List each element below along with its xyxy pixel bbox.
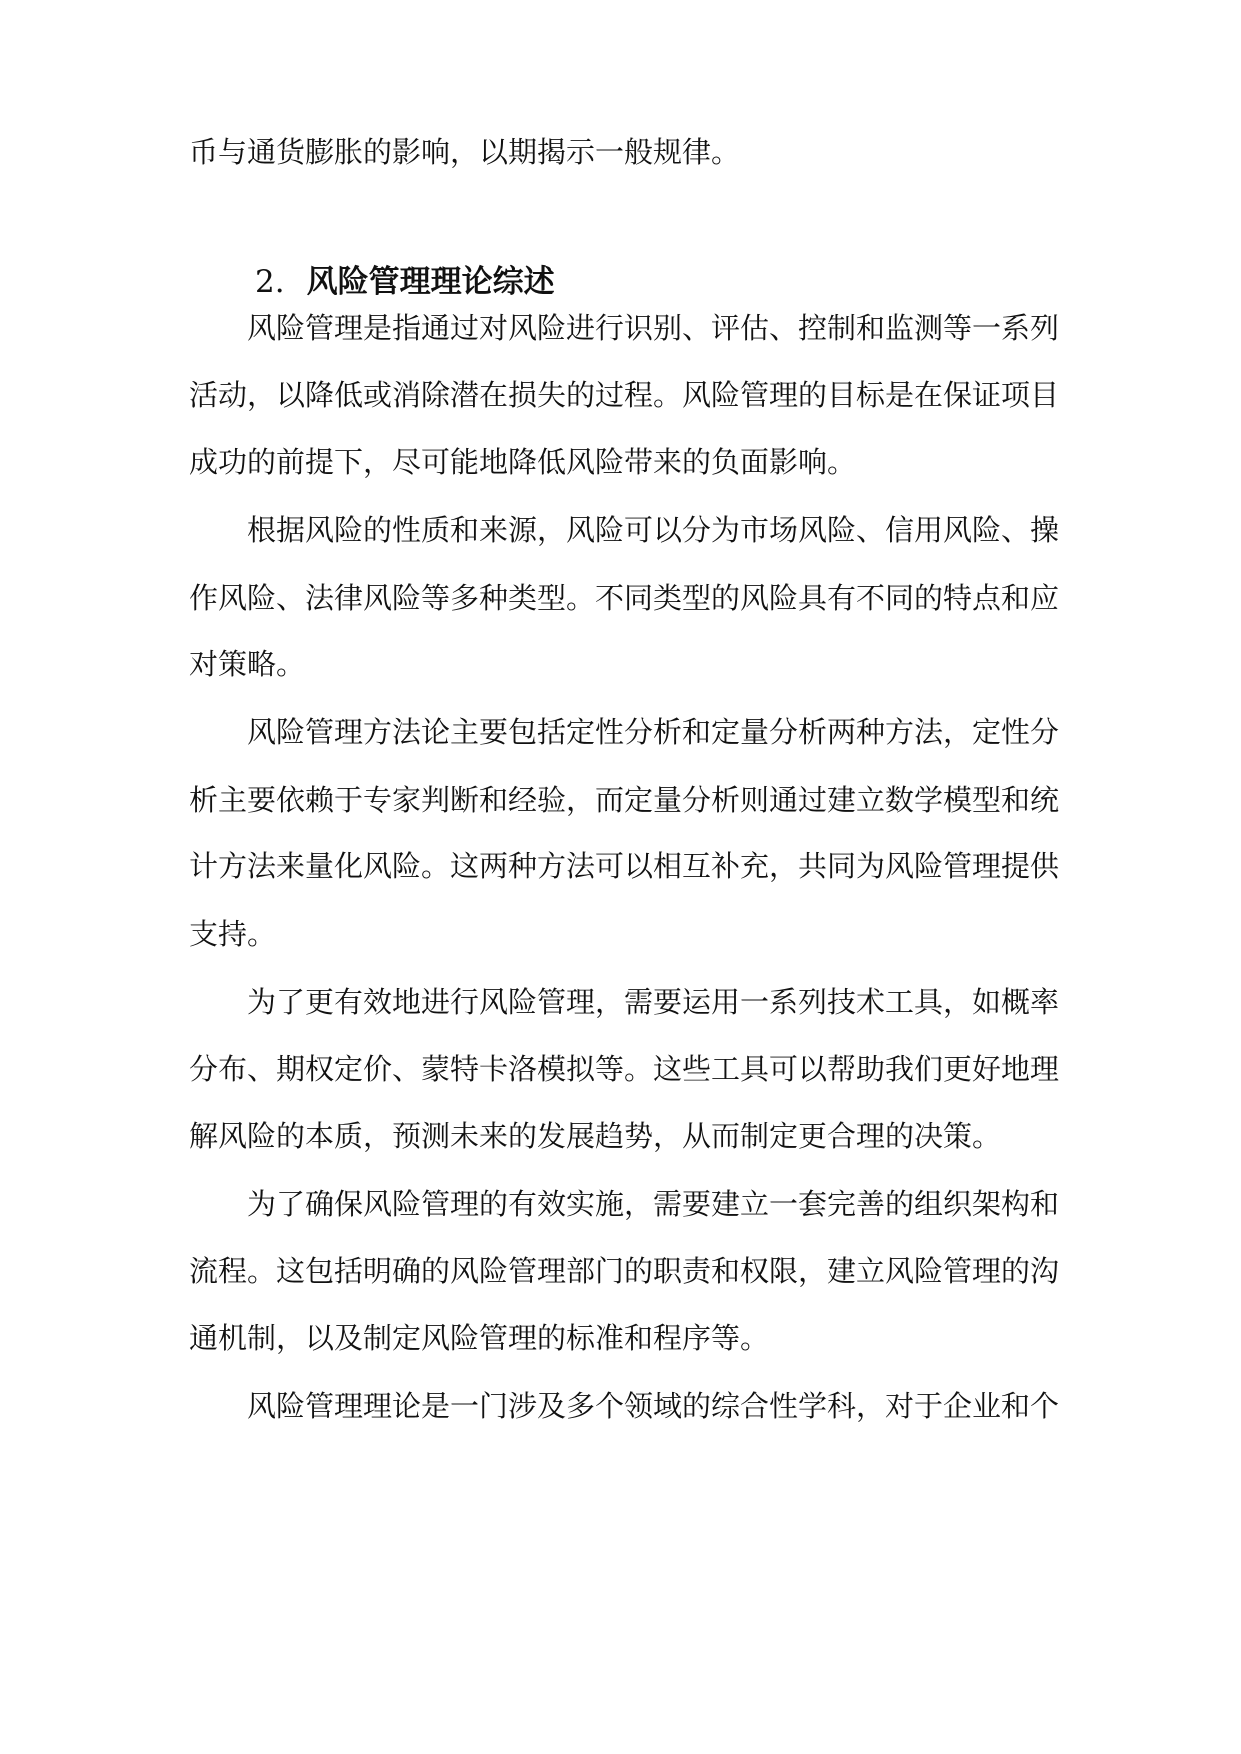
paragraph-line: 分布、期权定价、蒙特卡洛模拟等。这些工具可以帮助我们更好地理 — [189, 1052, 1060, 1086]
section-number: 2. — [255, 264, 285, 300]
paragraph-line: 计方法来量化风险。这两种方法可以相互补充，共同为风险管理提供 — [189, 849, 1060, 883]
paragraph-line: 通机制，以及制定风险管理的标准和程序等。 — [189, 1321, 770, 1355]
intro-line: 币与通货膨胀的影响，以期揭示一般规律。 — [189, 135, 741, 169]
paragraph-line: 成功的前提下，尽可能地降低风险带来的负面影响。 — [189, 445, 857, 479]
paragraph-line: 为了确保风险管理的有效实施，需要建立一套完善的组织架构和 — [247, 1187, 1060, 1221]
paragraph-line: 风险管理理论是一门涉及多个领域的综合性学科，对于企业和个 — [247, 1389, 1060, 1423]
paragraph-line: 流程。这包括明确的风险管理部门的职责和权限，建立风险管理的沟 — [189, 1254, 1060, 1288]
paragraph-line: 支持。 — [189, 917, 277, 951]
paragraph-line: 风险管理方法论主要包括定性分析和定量分析两种方法，定性分 — [247, 715, 1060, 749]
paragraph-line: 析主要依赖于专家判断和经验，而定量分析则通过建立数学模型和统 — [189, 783, 1060, 817]
paragraph-line: 解风险的本质，预测未来的发展趋势，从而制定更合理的决策。 — [189, 1119, 1002, 1153]
paragraph-line: 作风险、法律风险等多种类型。不同类型的风险具有不同的特点和应 — [189, 581, 1060, 615]
paragraph-line: 风险管理是指通过对风险进行识别、评估、控制和监测等一系列 — [247, 311, 1060, 345]
paragraph-line: 活动，以降低或消除潜在损失的过程。风险管理的目标是在保证项目 — [189, 378, 1060, 412]
paragraph-line: 对策略。 — [189, 647, 306, 681]
section-heading — [255, 260, 555, 304]
section-title: 风险管理理论综述 — [306, 264, 555, 300]
paragraph-line: 为了更有效地进行风险管理，需要运用一系列技术工具，如概率 — [247, 985, 1060, 1019]
paragraph-line: 根据风险的性质和来源，风险可以分为市场风险、信用风险、操 — [247, 513, 1060, 547]
